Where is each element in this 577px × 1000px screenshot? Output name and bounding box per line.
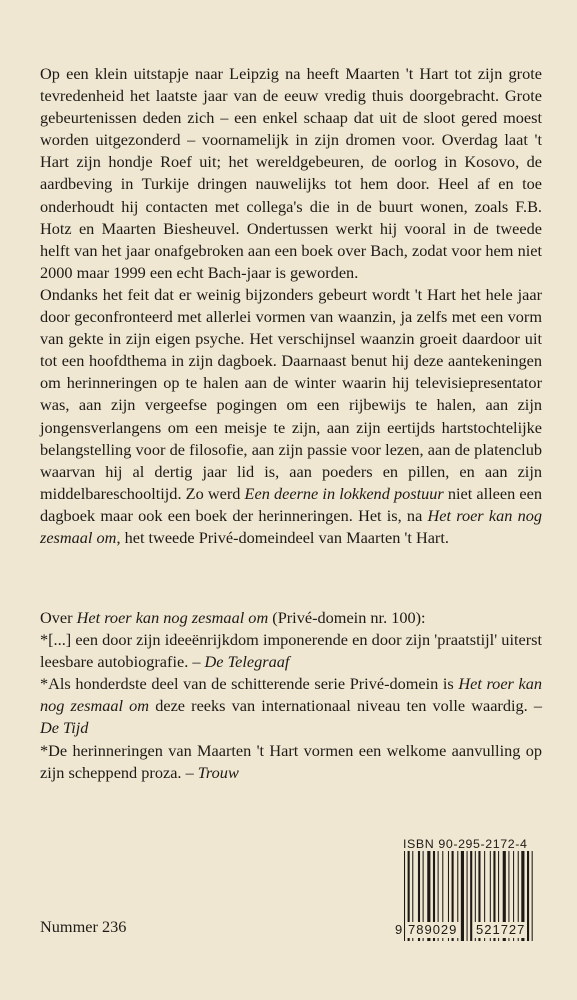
press-reviews <box>40 607 542 784</box>
review-quote-trouw <box>40 740 542 784</box>
barcode-left-digits: 789029 <box>408 922 458 937</box>
blurb-paragraph-2 <box>40 284 542 549</box>
review-source: Trouw <box>197 762 239 782</box>
barcode-right-digits: 521727 <box>476 922 526 937</box>
reviews-intro-suffix: (Privé-domein nr. 100): <box>268 608 426 627</box>
review-quote-title: Het roer kan nog zesmaal om <box>40 674 542 716</box>
blurb-p2-text-1: Ondanks het feit dat er weinig bijzonders gebeurt wordt 't Hart het hele jaar door geconfronteerd met allerlei vormen van waanzin, ja zelfs met een vorm van gekte in zijn eigen psyche. Het verschijnsel waanzin groeit daardoor uit tot een hoofdthema in zijn dagboek. Daarnaast benut hij deze aantekeningen om herinneringen op te halen aan de winter waarin hij televisiepresentator was, aan zijn vergeefse pogingen om een rijbewijs te halen, aan zijn jongensverlangens om een meisje te zijn, aan zijn eertijds hartstochtelijke belangstelling voor de filosofie, aan zijn passie voor lezen, aan de platenclub waarvan hij al dertig jaar lid is, aan poeders en pillen, en aan zijn middelbareschooltijd. Zo werd <box>40 284 542 503</box>
review-quote-text: *Als honderdste deel van de schitterende serie Privé-domein is <box>40 674 459 694</box>
book-title-roer: Het roer kan nog zesmaal om <box>40 505 542 547</box>
review-source: De Telegraaf <box>204 652 290 672</box>
barcode-digits <box>394 919 545 941</box>
review-quote-text-end: deze reeks van internationaal niveau ten volle waardig. – <box>149 696 542 716</box>
reviews-intro-text: Over <box>40 608 77 627</box>
blurb-p2-text-3: , het tweede Privé-domeindeel van Maarten 't Hart. <box>116 527 449 547</box>
reviews-intro <box>40 607 542 629</box>
blurb <box>40 63 542 549</box>
series-number: Nummer 236 <box>40 917 127 936</box>
isbn-label: ISBN 90-295-2172-4 <box>403 837 528 851</box>
blurb-p2-text-2: niet alleen een dagboek maar ook een boek der herinneringen. Het is, na <box>40 483 542 525</box>
review-quote-text: *[...] een door zijn ideeënrijkdom imponerende en door zijn 'praatstijl' uiterst leesbare autobiografie. – <box>40 630 542 672</box>
review-quote-text: *De herinneringen van Maarten 't Hart vormen een welkome aanvulling op zijn scheppend proza. – <box>40 740 542 782</box>
review-quote-tijd <box>40 673 542 739</box>
reviews-intro-title: Het roer kan nog zesmaal om <box>76 608 269 627</box>
barcode-first-digit: 9 <box>395 922 403 937</box>
review-quote-telegraaf <box>40 629 542 673</box>
blurb-paragraph-1: Op een klein uitstapje naar Leipzig na heeft Maarten 't Hart tot zijn grote tevredenheid het laatste jaar van de eeuw vredig thuis doorgebracht. Grote gebeurtenissen deden zich – een enkel schaap dat uit de sloot gered moest worden uitgezonderd – voornamelijk in zijn dromen voor. Overdag laat 't Hart zijn hondje Roef uit; het wereldgebeuren, de oorlog in Kosovo, de aardbeving in Turkije dringen nauwelijks tot hem door. Heel af en toe onderhoudt hij contacten met collega's die in de buurt wonen, zoals F.B. Hotz en Maarten Biesheuvel. Ondertussen werkt hij vooral in de tweede helft van het jaar onafgebroken aan een boek over Bach, zodat voor hem niet 2000 maar 1999 een echt Bach-jaar is geworden. <box>40 64 542 282</box>
book-title-deerne: Een deerne in lokkend postuur <box>244 483 444 503</box>
review-source: De Tijd <box>40 718 89 738</box>
